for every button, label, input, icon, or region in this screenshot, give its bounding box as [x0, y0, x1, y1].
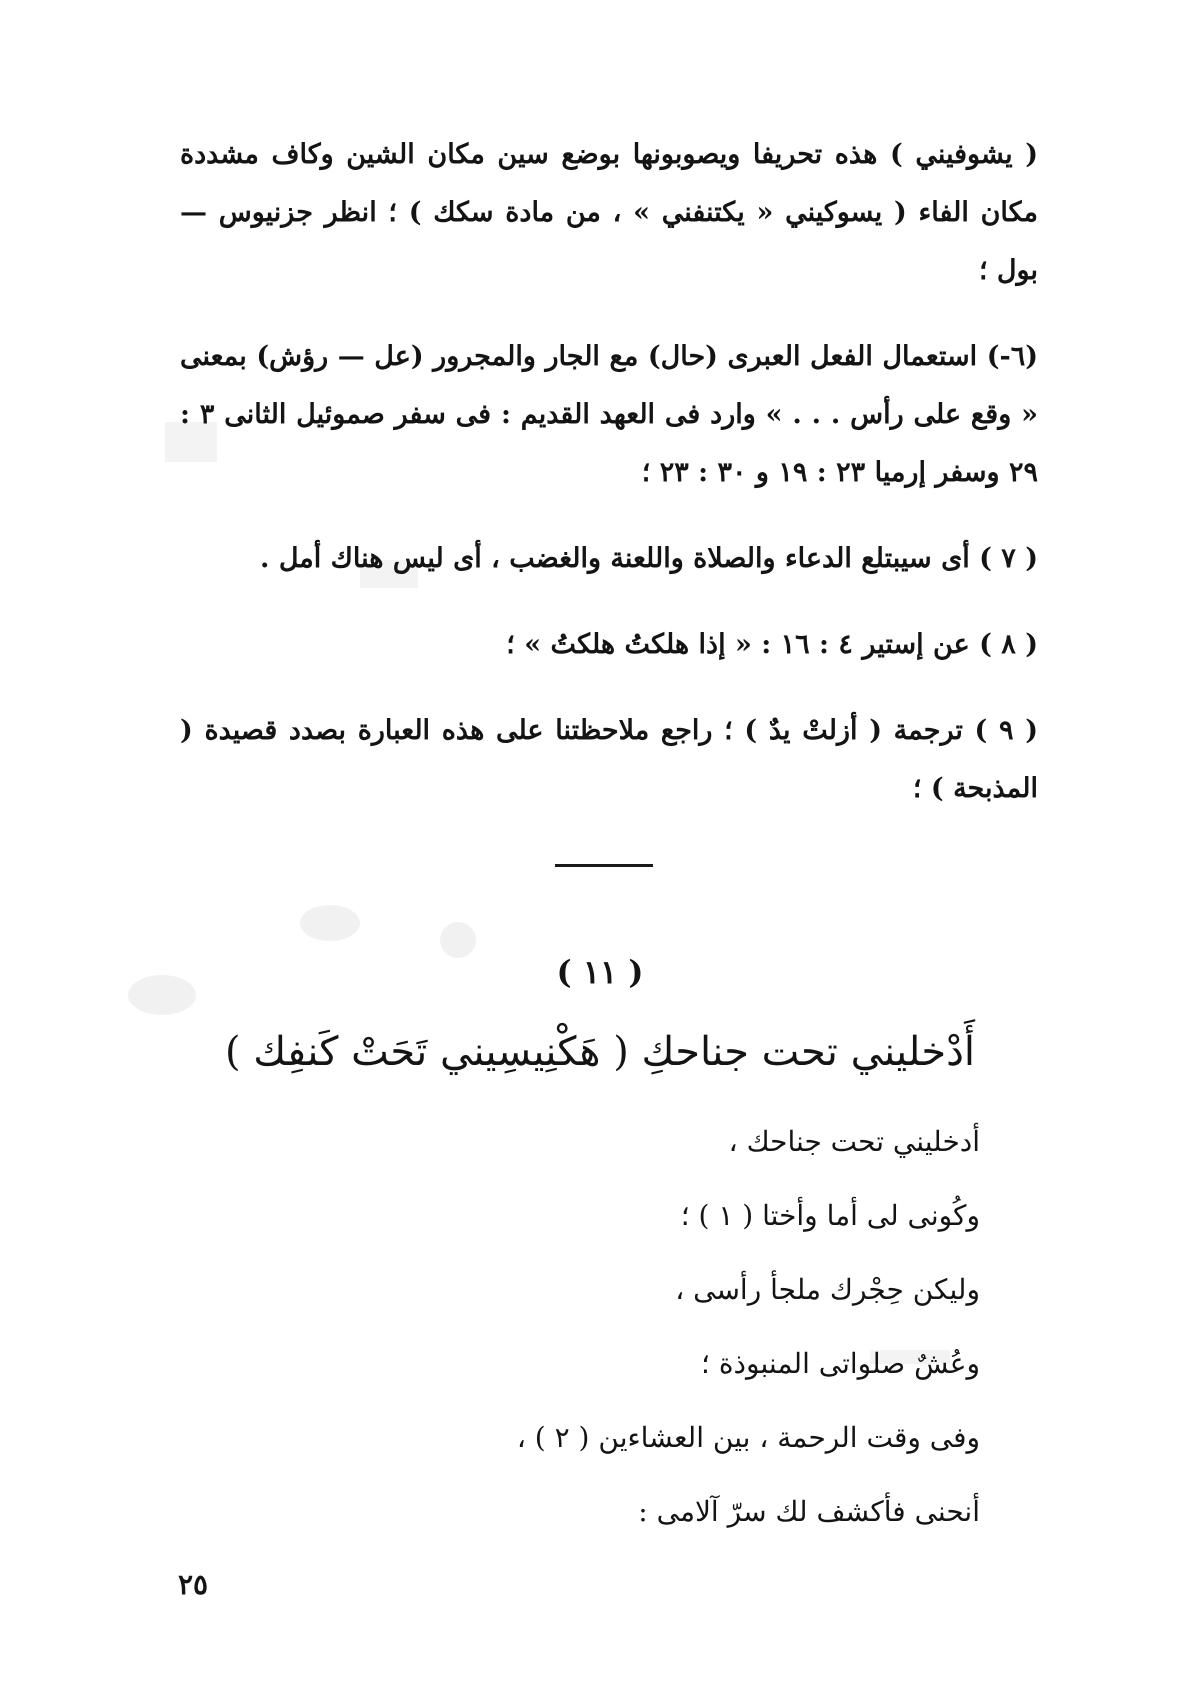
poem-line: أنحنى فأكشف لك سرّ آلامى : [638, 1495, 980, 1528]
footnote-text: ( يشوفيني ) هذه تحريفا ويصوبونها بوضع سين مكان الشين وكاف مشددة مكان الفاء ( يسوكيني « يكتنفني » ، من مادة سكك ) ؛ انظر جزنيوس — بول ؛ [180, 139, 1038, 286]
scan-smudge [300, 905, 360, 941]
poem-body [300, 1120, 980, 1564]
page-number: ٢٥ [178, 1568, 209, 1601]
footnotes [180, 126, 1038, 846]
poem-number: ( ١١ ) [556, 953, 644, 991]
footnote-6: (٦-) استعمال الفعل العبرى (حال) مع الجار والمجرور (عل — رؤش) بمعنى « وقع على رأس . . . » وارد فى العهد القديم : فى سفر صموئيل الثانى ٣ : ٢٩ وسفر إرميا ٢٣ : ١٩ و ٣٠ : ٢٣ ؛ [180, 341, 1038, 488]
poem-line: وعُشٌ صلواتى المنبوذة ؛ [701, 1347, 980, 1380]
poem-line: وكُونى لى أما وأختا ( ١ ) ؛ [680, 1199, 980, 1232]
footnote-7: ( ٧ ) أى سيبتلع الدعاء والصلاة واللعنة والغضب ، أى ليس هناك أمل . [260, 543, 1038, 574]
section-divider [555, 864, 653, 867]
footnote-9: ( ٩ ) ترجمة ( أزلتْ يدٌ ) ؛ راجع ملاحظتنا على هذه العبارة بصدد قصيدة ( المذبحة ) ؛ [180, 715, 1038, 804]
poem-line: وليكن حِجْرك ملجأ رأسى ، [675, 1273, 980, 1306]
footnote-8: ( ٨ ) عن إستير ٤ : ١٦ : « إذا هلكتُ هلكتُ » ؛ [506, 629, 1038, 660]
poem-line: وفى وقت الرحمة ، بين العشاءين ( ٢ ) ، [516, 1421, 980, 1454]
poem-line: أدخليني تحت جناحك ، [728, 1125, 980, 1158]
poem-title: أَدْخليني تحت جناحكِ ( هَكْنِيسِيني تَحَتْ كَنفِك ) [224, 1029, 976, 1075]
